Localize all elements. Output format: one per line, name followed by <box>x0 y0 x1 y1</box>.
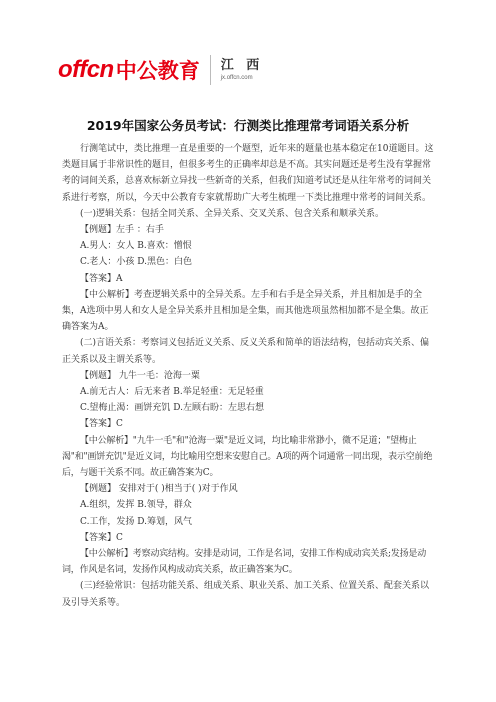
options-line: C.望梅止渴：画饼充饥 D.左顾右盼：左思右想 <box>80 403 265 414</box>
intro-paragraph: 行测笔试中，类比推理一直是重要的一个题型，近年来的题量也基本稳定在10道题目。这类题目属于非常识性的题目，但很多考生的正确率却总是不高。其实问题还是考生没有掌握常考的词间关系，总喜欢标新立异找一些新奇的关系，但我们知道考试还是从往年常考的词间关系进行考察，所以，今天中公教育专家就帮助广大考生梳理一下类比推理中常考的词间关系。 <box>62 144 434 203</box>
explanation-paragraph: 【中公解析】考察动宾结构。安排是动词，工作是名词，安排工作构成动宾关系;发扬是动词，作风是名词，发扬作风构成动宾关系，故正确答案为C。 <box>62 549 427 576</box>
options-line: A.男人：女人 B.喜欢：憎恨 <box>80 241 192 252</box>
section-heading-language: (二)言语关系：考察词义包括近义关系、反义关系和简单的语法结构，包括动宾关系、偏正关系以及主谓关系等。 <box>62 338 430 365</box>
logo-divider <box>210 55 211 85</box>
example-question: 【例题】 九牛一毛：沧海一粟 <box>80 370 200 381</box>
answer-line: 【答案】C <box>80 419 123 430</box>
brand-name: 中公教育 <box>115 59 200 83</box>
example-question: 【例题】左手 ：右手 <box>80 225 164 236</box>
answer-line: 【答案】C <box>80 532 123 543</box>
region-name: 江 西 <box>220 57 264 73</box>
explanation-paragraph: 【中公解析】考查逻辑关系中的全异关系。左手和右手是全异关系，并且相加是手的全集，A选项中男人和女人是全异关系并且相加是全集，而其他选项虽然相加都不是全集。故正确答案为A。 <box>62 289 429 333</box>
offcn-logo: offcn <box>58 56 114 83</box>
answer-line: 【答案】A <box>80 273 123 284</box>
options-line: A.前无古人：后无来者 B.举足轻重：无足轻重 <box>80 387 264 398</box>
document-title: 2019年国家公务员考试：行测类比推理常考词语关系分析 <box>86 118 410 133</box>
region-url: jx.offcn.com <box>220 74 253 81</box>
header <box>58 52 263 88</box>
region-block <box>221 58 264 83</box>
example-question: 【例题】 安排对于( )相当于( )对于作风 <box>80 484 238 495</box>
section-heading-logic: (一)逻辑关系：包括全同关系、全异关系、交叉关系、包含关系和顺承关系。 <box>80 208 385 219</box>
article-body <box>62 141 435 611</box>
options-line: C.老人：小孩 D.黑色：白色 <box>80 257 193 268</box>
options-line: A.组织，发挥 B.领导，群众 <box>80 500 192 511</box>
section-heading-common-sense: (三)经验常识：包括功能关系、组成关系、职业关系、加工关系、位置关系、配套关系以及引导关系等。 <box>62 581 430 608</box>
options-line: C.工作，发扬 D.筹划，风气 <box>80 516 193 527</box>
explanation-paragraph: 【中公解析】"九牛一毛"和"沧海一粟"是近义词，均比喻非常渺小，微不足道；"望梅止渴"和"画饼充饥"是近义词，均比喻用空想来安慰自己。A项的两个词通常一同出现，表示空前绝后，与题干关系不同。故正确答案为C。 <box>62 435 433 479</box>
